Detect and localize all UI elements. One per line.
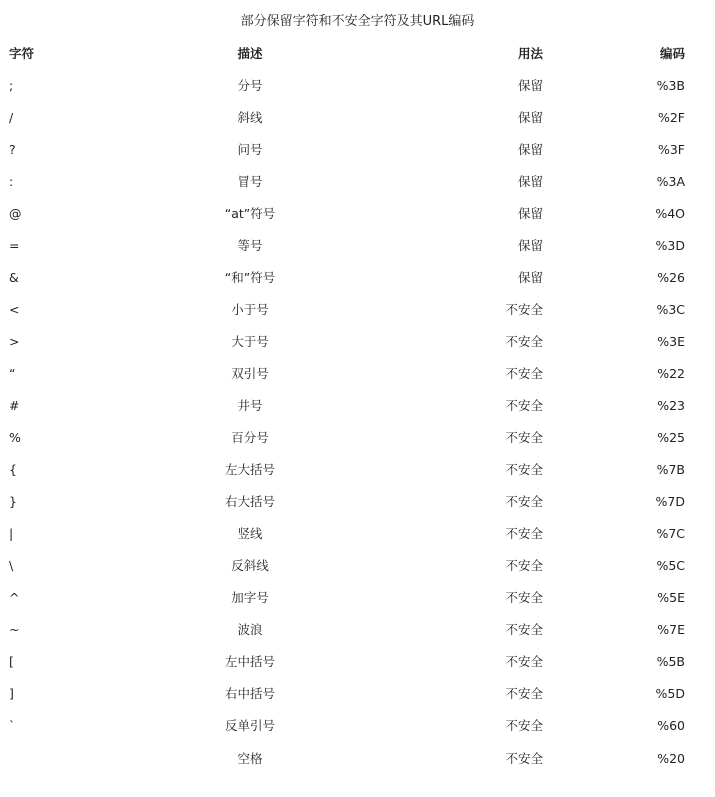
cell-encoding: %60 <box>657 718 685 733</box>
cell-usage: 不安全 <box>505 398 543 413</box>
cell-usage: 不安全 <box>505 366 543 381</box>
cell-encoding: %3E <box>657 334 685 349</box>
cell-character: [ <box>9 654 14 669</box>
table-row <box>0 70 700 102</box>
cell-encoding: %20 <box>657 751 685 766</box>
cell-usage: 不安全 <box>505 334 543 349</box>
cell-encoding: %7E <box>657 622 685 637</box>
cell-encoding: %2F <box>657 110 685 125</box>
cell-description: 井号 <box>237 398 263 413</box>
cell-usage: 保留 <box>517 142 543 157</box>
cell-character: ~ <box>9 622 20 637</box>
cell-usage: 保留 <box>517 270 543 285</box>
cell-usage: 不安全 <box>505 558 543 573</box>
cell-encoding: %4O <box>655 206 685 221</box>
table-row <box>0 710 700 742</box>
cell-character: ] <box>9 686 14 701</box>
table-row <box>0 742 700 776</box>
cell-character: % <box>9 430 21 445</box>
cell-description: 右中括号 <box>224 686 275 701</box>
cell-encoding: %3B <box>656 78 685 93</box>
table-row <box>0 614 700 646</box>
cell-usage: 不安全 <box>505 590 543 605</box>
cell-character: : <box>9 174 14 189</box>
cell-description: 反斜线 <box>231 558 269 573</box>
table-body <box>0 70 700 776</box>
cell-encoding: %25 <box>657 430 685 445</box>
header-character: 字符 <box>9 46 35 61</box>
cell-usage: 不安全 <box>505 526 543 541</box>
cell-character: & <box>9 270 19 285</box>
cell-encoding: %7B <box>656 462 685 477</box>
cell-encoding: %3D <box>655 238 685 253</box>
cell-description: 等号 <box>237 238 263 253</box>
cell-usage: 不安全 <box>505 430 543 445</box>
table-row <box>0 198 700 230</box>
cell-usage: 保留 <box>517 206 543 221</box>
cell-usage: 不安全 <box>505 302 543 317</box>
cell-character: { <box>9 462 17 477</box>
cell-encoding: %5D <box>655 686 685 701</box>
cell-description: 空格 <box>237 751 263 766</box>
table-row <box>0 294 700 326</box>
table-row <box>0 230 700 262</box>
cell-description: 冒号 <box>237 174 263 189</box>
header-usage: 用法 <box>517 46 543 61</box>
cell-description: 大于号 <box>231 334 269 349</box>
cell-encoding: %3F <box>657 142 685 157</box>
table-row <box>0 134 700 166</box>
cell-description: 波浪 <box>237 622 263 637</box>
cell-description: “at”符号 <box>224 206 276 221</box>
cell-character: ` <box>9 718 16 733</box>
cell-character: ^ <box>9 590 20 605</box>
cell-character: > <box>9 334 20 349</box>
header-row <box>0 38 700 70</box>
cell-usage: 不安全 <box>505 654 543 669</box>
table-row <box>0 454 700 486</box>
cell-description: 分号 <box>237 78 263 93</box>
cell-encoding: %23 <box>657 398 685 413</box>
table-row <box>0 486 700 518</box>
table-row <box>0 550 700 582</box>
table-row <box>0 326 700 358</box>
cell-character: < <box>9 302 20 317</box>
cell-encoding: %3C <box>656 302 685 317</box>
cell-description: 右大括号 <box>224 494 275 509</box>
cell-description: 小于号 <box>231 302 269 317</box>
cell-description: 问号 <box>237 142 263 157</box>
cell-usage: 不安全 <box>505 622 543 637</box>
cell-encoding: %5C <box>656 558 685 573</box>
cell-usage: 保留 <box>517 174 543 189</box>
cell-encoding: %3A <box>656 174 685 189</box>
table-row <box>0 262 700 294</box>
cell-description: 双引号 <box>231 366 269 381</box>
cell-character: # <box>9 398 20 413</box>
cell-character: = <box>9 238 20 253</box>
cell-usage: 不安全 <box>505 751 543 766</box>
cell-description: 左中括号 <box>224 654 275 669</box>
table-row <box>0 358 700 390</box>
cell-usage: 不安全 <box>505 718 543 733</box>
header-description: 描述 <box>237 46 263 61</box>
cell-character: / <box>9 110 14 125</box>
cell-character: @ <box>9 206 22 221</box>
table-row <box>0 678 700 710</box>
cell-description: “和”符号 <box>224 270 276 285</box>
cell-usage: 保留 <box>517 110 543 125</box>
cell-encoding: %5E <box>657 590 685 605</box>
header-encoding: 编码 <box>659 46 685 61</box>
cell-encoding: %26 <box>657 270 685 285</box>
table-row <box>0 422 700 454</box>
cell-description: 斜线 <box>237 110 263 125</box>
cell-character <box>0 742 110 776</box>
cell-usage: 保留 <box>517 78 543 93</box>
cell-character: “ <box>9 366 16 381</box>
table-row <box>0 646 700 678</box>
url-encoding-table <box>0 38 700 776</box>
cell-encoding: %22 <box>657 366 685 381</box>
cell-usage: 不安全 <box>505 686 543 701</box>
table-row <box>0 518 700 550</box>
cell-usage: 保留 <box>517 238 543 253</box>
cell-character: | <box>9 526 14 541</box>
cell-encoding: %5B <box>656 654 685 669</box>
cell-character: \ <box>9 558 14 573</box>
cell-character: ; <box>9 78 14 93</box>
table-row <box>0 102 700 134</box>
cell-usage: 不安全 <box>505 462 543 477</box>
table-row <box>0 166 700 198</box>
cell-encoding: %7C <box>656 526 685 541</box>
cell-character: ? <box>9 142 16 157</box>
cell-usage: 不安全 <box>505 494 543 509</box>
cell-description: 加字号 <box>231 590 269 605</box>
cell-character: } <box>9 494 17 509</box>
cell-description: 竖线 <box>237 526 263 541</box>
table-caption: 部分保留字符和不安全字符及其URL编码 <box>240 14 475 29</box>
cell-description: 左大括号 <box>224 462 275 477</box>
table-row <box>0 582 700 614</box>
table-row <box>0 390 700 422</box>
cell-description: 百分号 <box>231 430 269 445</box>
cell-encoding: %7D <box>655 494 685 509</box>
cell-description: 反单引号 <box>224 718 275 733</box>
